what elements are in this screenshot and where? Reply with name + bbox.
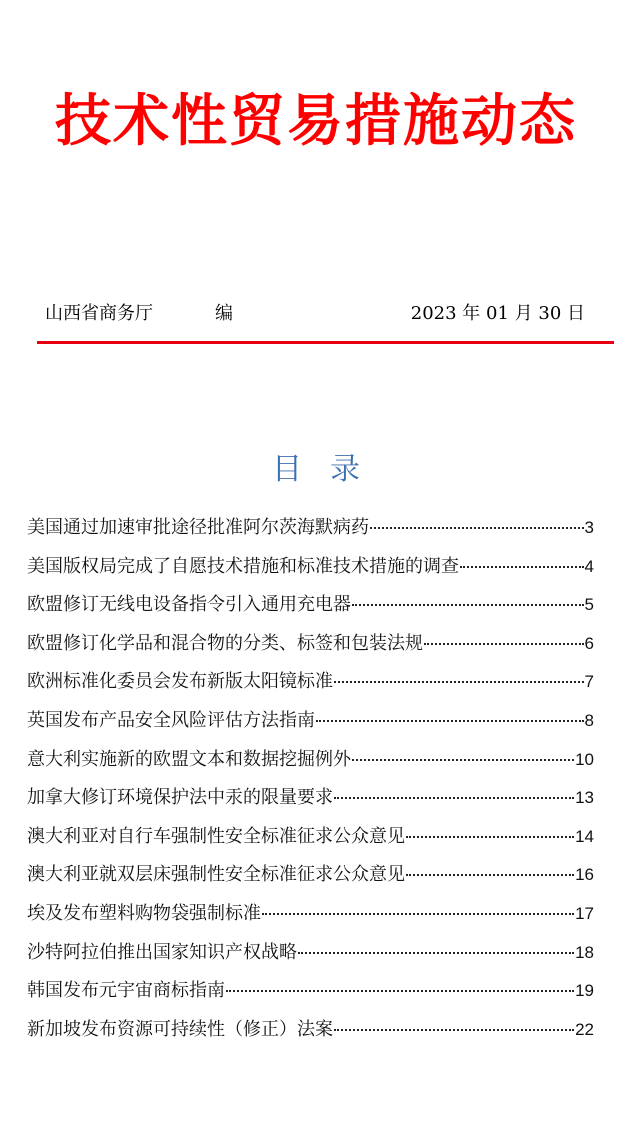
issue-date: 2023 年 01 月 30 日 (410, 303, 585, 324)
toc-item[interactable] (27, 552, 594, 591)
toc-item[interactable] (27, 822, 594, 861)
toc-item[interactable] (27, 860, 594, 899)
toc-item[interactable] (27, 745, 594, 784)
toc-item-page: 8 (584, 710, 594, 730)
toc-item[interactable] (27, 513, 594, 552)
toc-item-page: 7 (584, 672, 594, 692)
toc-item-page: 22 (575, 1019, 594, 1039)
issuer-name: 山西省商务厅 (45, 303, 153, 324)
toc-item[interactable] (27, 667, 594, 706)
toc-item-page: 13 (575, 788, 594, 808)
toc-item-title: 澳大利亚就双层床强制性安全标准征求公众意见 (27, 864, 405, 886)
toc-item-page: 19 (575, 981, 594, 1001)
toc-item-page: 10 (575, 749, 594, 769)
toc-item-title: 英国发布产品安全风险评估方法指南 (27, 709, 315, 731)
toc-item-page: 4 (584, 556, 594, 576)
masthead-title: 技术性贸易措施动态 (55, 89, 577, 154)
toc-dot-leader (226, 990, 574, 992)
toc-item-title: 美国版权局完成了自愿技术措施和标准技术措施的调查 (27, 555, 459, 577)
toc-dot-leader (352, 604, 584, 606)
toc-item-title: 埃及发布塑料购物袋强制标准 (27, 902, 261, 924)
toc-item-title: 美国通过加速审批途径批准阿尔茨海默病药 (27, 517, 369, 538)
toc-dot-leader (334, 681, 584, 683)
toc-item[interactable] (27, 1015, 594, 1054)
toc-item-page: 16 (575, 865, 594, 885)
toc-item-title: 欧洲标准化委员会发布新版太阳镜标准 (27, 671, 333, 693)
toc-item[interactable] (27, 783, 594, 822)
toc-list (27, 513, 594, 1053)
toc-item-title: 意大利实施新的欧盟文本和数据挖掘例外 (27, 748, 351, 770)
toc-dot-leader (406, 874, 574, 876)
toc-item[interactable] (27, 629, 594, 668)
toc-heading: 目录 (272, 452, 388, 487)
toc-item[interactable] (27, 938, 594, 977)
toc-dot-leader (298, 952, 574, 954)
toc-item-title: 澳大利亚对自行车强制性安全标准征求公众意见 (27, 825, 405, 847)
toc-item[interactable] (27, 899, 594, 938)
toc-item-title: 加拿大修订环境保护法中汞的限量要求 (27, 787, 333, 809)
toc-item-title: 韩国发布元宇宙商标指南 (27, 980, 225, 1002)
toc-dot-leader (370, 527, 584, 529)
toc-item-title: 欧盟修订无线电设备指令引入通用充电器 (27, 594, 351, 616)
toc-dot-leader (352, 759, 574, 761)
toc-dot-leader (316, 720, 584, 722)
toc-item[interactable] (27, 706, 594, 745)
toc-item-page: 14 (575, 826, 594, 846)
issuer-row (45, 300, 585, 328)
toc-dot-leader (460, 566, 584, 568)
toc-dot-leader (334, 797, 574, 799)
toc-item[interactable] (27, 976, 594, 1015)
toc-item-page: 6 (584, 633, 594, 653)
toc-item-title: 沙特阿拉伯推出国家知识产权战略 (27, 941, 297, 963)
toc-item-title: 新加坡发布资源可持续性（修正）法案 (27, 1018, 333, 1040)
toc-dot-leader (334, 1029, 574, 1031)
toc-dot-leader (262, 913, 574, 915)
editor-label: 编 (215, 303, 233, 324)
toc-dot-leader (406, 836, 574, 838)
toc-item[interactable] (27, 590, 594, 629)
toc-dot-leader (424, 643, 584, 645)
toc-item-title: 欧盟修订化学品和混合物的分类、标签和包装法规 (27, 632, 423, 654)
toc-item-page: 5 (584, 595, 594, 615)
header-divider (37, 341, 614, 344)
toc-item-page: 17 (575, 903, 594, 923)
toc-item-page: 3 (584, 518, 594, 537)
toc-item-page: 18 (575, 942, 594, 962)
